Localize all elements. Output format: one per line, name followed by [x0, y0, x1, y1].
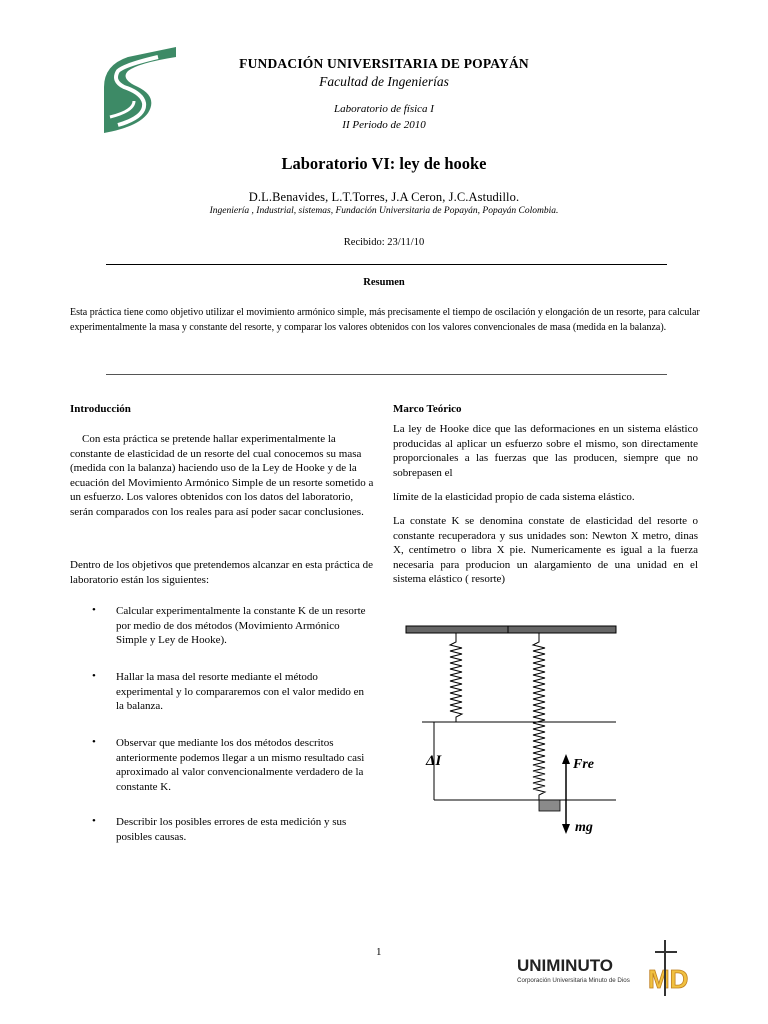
hanging-mass: [539, 800, 560, 811]
intro-paragraph-1: Con esta práctica se pretende hallar experimentalmente la constante de elasticidad de un resorte del cual conocemos su masa (medida con la balanza) haciendo uso de la Ley de Hooke y de la ecuación del Movimiento Armónico Simple de un resorte sometido a un esfuerzo. Los valores obtenidos con los datos del laboratorio, serán comparados con los reales para así poder sacar conclusiones.: [70, 433, 374, 518]
document-title: Laboratorio VI: ley de hooke: [281, 154, 487, 173]
bullet-marker: •: [92, 604, 96, 616]
received-date: Recibido: 23/11/10: [343, 237, 425, 248]
objective-item: Hallar la masa del resorte mediante el método experimental y lo compararemos con el valor medido en la balanza.: [116, 671, 365, 713]
support-bar: [406, 626, 616, 633]
period: II Periodo de 2010: [342, 119, 426, 131]
svg-text:MD: MD: [648, 964, 689, 994]
hooke-spring-diagram: [400, 622, 622, 840]
theory-paragraph-1: La ley de Hooke dice que las deformaciones en un sistema elástico producidas al aplicar un esfuerzo sobre el mismo, son directamente proporcionales a las fuerzas que las producen, siempre que no sobrepasen el: [393, 423, 698, 479]
affiliation: Ingeniería , Industrial, sistemas, Fundación Universitaria de Popayán, Popayán Colombia.: [209, 206, 559, 216]
divider-bottom: [106, 374, 667, 375]
spring-loaded: [533, 633, 545, 800]
page-number: 1: [376, 946, 382, 958]
authors: D.L.Benavides, L.T.Torres, J.A Ceron, J.C.Astudillo.: [248, 190, 520, 204]
delta-l-label: ΔI: [426, 753, 442, 769]
institution-name: FUNDACIÓN UNIVERSITARIA DE POPAYÁN: [239, 56, 529, 71]
intro-heading: Introducción: [70, 403, 131, 415]
theory-paragraph-3: La constate K se denomina constate de elasticidad del resorte o constante recuperadora y sus unidades son: Newton X metro, dinas X, centímetro o libra X pie. Numericamente es igual a la fuerza necesaria para producion un alargamiento de una unidad en el sistema elástico ( resorte): [393, 515, 698, 586]
lab-name: Laboratorio de física I: [334, 103, 434, 115]
restoring-force-label: Fre: [573, 757, 594, 772]
svg-text:UNIMINUTO: UNIMINUTO: [517, 956, 614, 975]
uniminuto-logo: [515, 938, 695, 998]
institution-logo: [98, 47, 176, 133]
bullet-marker: •: [92, 815, 96, 827]
theory-paragraph-2: límite de la elasticidad propio de cada sistema elástico.: [393, 491, 635, 503]
svg-text:Corporación Universitaria Minu: Corporación Universitaria Minuto de Dios: [517, 977, 630, 984]
abstract-text: Esta práctica tiene como objetivo utilizar el movimiento armónico simple, más precisamente el tiempo de oscilación y elongación de un resorte, para calcular experimentalmente la masa y constante del resorte, y comparar los valores obtenidos con los valores convencionales de masa (medida en la balanza).: [70, 307, 700, 333]
theory-heading: Marco Teórico: [393, 403, 462, 415]
weight-label: mg: [575, 820, 593, 835]
spring-unloaded: [450, 633, 462, 722]
bullet-marker: •: [92, 736, 96, 748]
objective-item: Calcular experimentalmente la constante K de un resorte por medio de dos métodos (Movimiento Armónico Simple y Ley de Hooke).: [116, 605, 366, 647]
intro-paragraph-2: Dentro de los objetivos que pretendemos alcanzar en esta práctica de laboratorio están los siguientes:: [70, 559, 373, 586]
objective-item: Observar que mediante los dos métodos descritos anteriormente podemos llegar a un mismo resultado casi aproximado al valor convencionalmente verdadero de la constante K.: [116, 737, 365, 793]
objective-item: Describir los posibles errores de esta medición y sus posibles causas.: [116, 816, 347, 843]
divider-top: [106, 264, 667, 265]
bullet-marker: •: [92, 670, 96, 682]
abstract-heading: Resumen: [363, 277, 405, 288]
faculty-name: Facultad de Ingenierías: [319, 74, 449, 89]
